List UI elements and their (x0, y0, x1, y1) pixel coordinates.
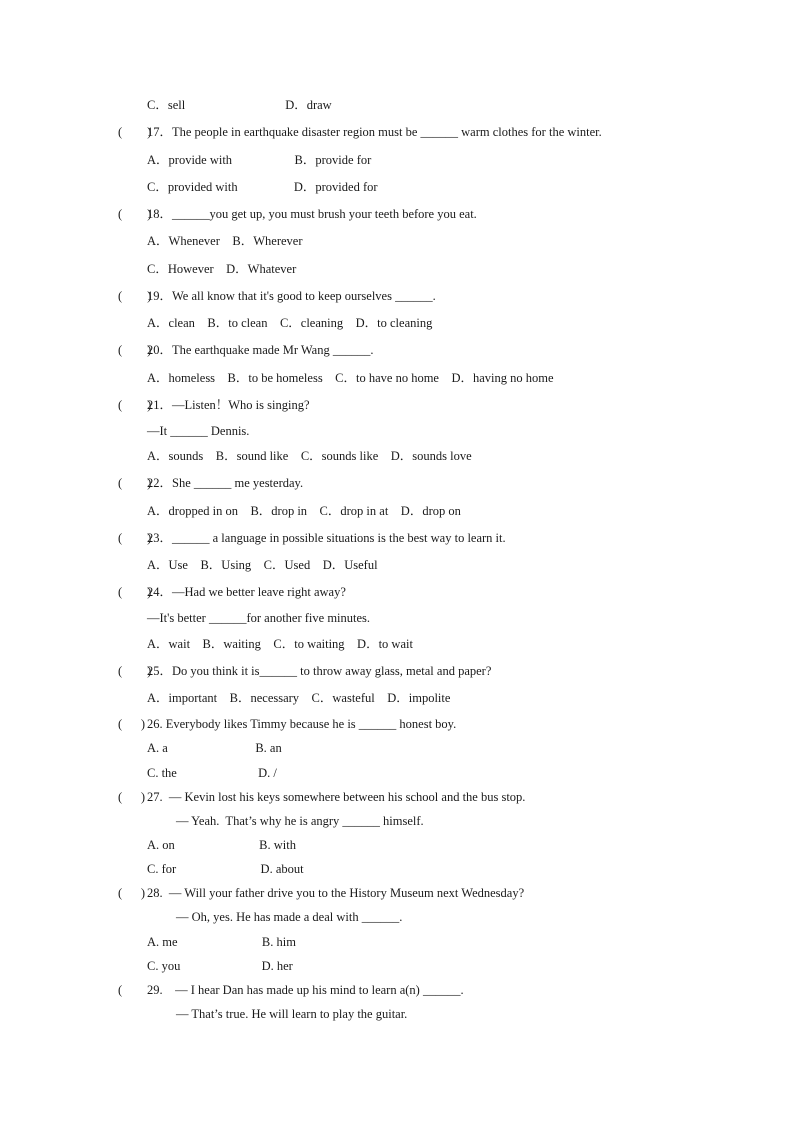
answer-paren: ( ) (118, 717, 146, 731)
answer-paren: ( ) (118, 886, 146, 900)
answer-paren: ( ) (118, 207, 152, 221)
document-line: C. the D. / (147, 766, 277, 780)
document-line: —It's better ______for another five minutes. (147, 611, 371, 625)
document-line: 19．We all know that it's good to keep ourselves ______. (147, 289, 436, 303)
document-line: A．Use B．Using C．Used D．Useful (147, 558, 378, 572)
document-line: C．However D．Whatever (147, 262, 297, 276)
document-line: A. me B. him (147, 935, 296, 949)
answer-paren: ( ) (118, 125, 152, 139)
document-line: C．sell D．draw (147, 98, 332, 112)
answer-paren: ( (118, 983, 123, 997)
document-line: C．provided with D．provided for (147, 180, 378, 194)
document-line: — That’s true. He will learn to play the guitar. (176, 1007, 408, 1021)
document-line: C. you D. her (147, 959, 293, 973)
answer-paren: ( ) (118, 476, 152, 490)
document-line: 18．______you get up, you must brush your teeth before you eat. (147, 207, 477, 221)
answer-paren: ( ) (118, 790, 146, 804)
document-line: A．dropped in on B．drop in C．drop in at D．drop on (147, 504, 461, 518)
document-line: 25．Do you think it is______ to throw away glass, metal and paper? (147, 664, 492, 678)
document-line: —It ______ Dennis. (147, 424, 250, 438)
answer-paren: ( ) (118, 585, 152, 599)
answer-paren: ( ) (118, 398, 152, 412)
answer-paren: ( ) (118, 531, 152, 545)
document-line: C. for D. about (147, 862, 304, 876)
answer-paren: ( ) (118, 664, 152, 678)
document-line: A．provide with B．provide for (147, 153, 372, 167)
document-line: A．important B．necessary C．wasteful D．impolite (147, 691, 451, 705)
document-line: A．sounds B．sound like C．sounds like D．sounds love (147, 449, 472, 463)
document-line: 27. — Kevin lost his keys somewhere between his school and the bus stop. (147, 790, 526, 804)
document-line: 21．—Listen！Who is singing? (147, 398, 310, 412)
document-line: A．clean B．to clean C．cleaning D．to cleaning (147, 316, 433, 330)
document-line: 24．—Had we better leave right away? (147, 585, 346, 599)
document-line: A．wait B．waiting C．to waiting D．to wait (147, 637, 413, 651)
document-line: A．Whenever B．Wherever (147, 234, 303, 248)
document-line: — Yeah. That’s why he is angry ______ himself. (176, 814, 424, 828)
document-line: 20．The earthquake made Mr Wang ______. (147, 343, 374, 357)
document-line: 17．The people in earthquake disaster region must be ______ warm clothes for the winter. (147, 125, 602, 139)
document-line: — Oh, yes. He has made a deal with ______. (176, 910, 403, 924)
document-line: 28. — Will your father drive you to the History Museum next Wednesday? (147, 886, 525, 900)
document-line: A．homeless B．to be homeless C．to have no home D．having no home (147, 371, 554, 385)
answer-paren: ( ) (118, 343, 152, 357)
document-line: 26. Everybody likes Timmy because he is ______ honest boy. (147, 717, 457, 731)
document-line: 29. — I hear Dan has made up his mind to learn a(n) ______. (147, 983, 464, 997)
document-line: A. on B. with (147, 838, 296, 852)
document-line: 22．She ______ me yesterday. (147, 476, 304, 490)
document-line: 23．______ a language in possible situations is the best way to learn it. (147, 531, 506, 545)
answer-paren: ( ) (118, 289, 152, 303)
document-line: A. a B. an (147, 741, 282, 755)
